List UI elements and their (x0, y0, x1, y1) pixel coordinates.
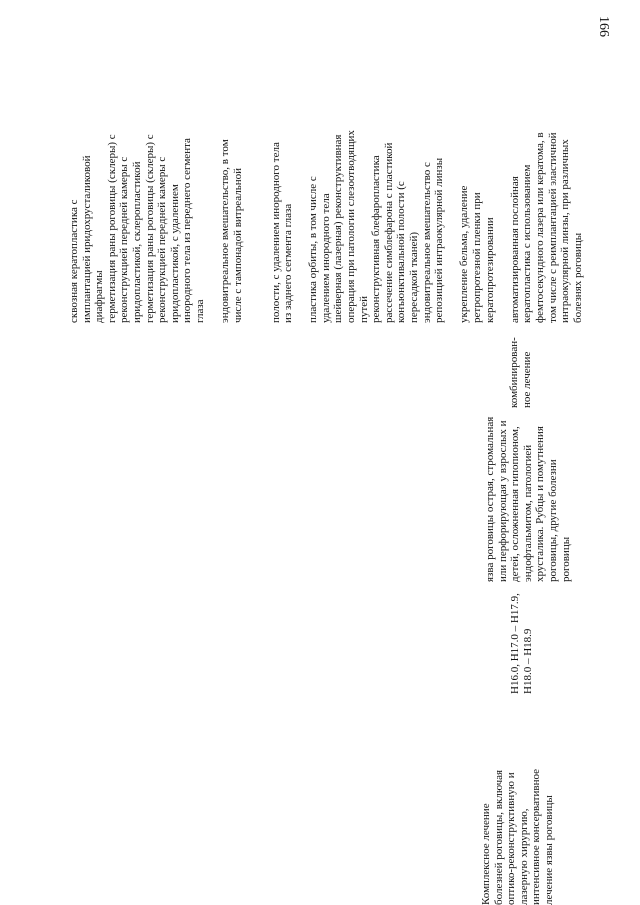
blank-line (244, 130, 257, 323)
method-line: том числе с реимплантацией эластичной (546, 132, 559, 323)
blank-line (446, 130, 459, 323)
method-line: операция при патологии слезоотводящих (345, 130, 358, 323)
column-icd-codes (509, 593, 534, 694)
text-line: роговицы (559, 536, 572, 582)
method-line: путей (357, 296, 370, 323)
method-line: эндовитреальное вмешательство с (420, 162, 433, 323)
text-line: лечение язвы роговицы (542, 795, 555, 905)
text-line: H16.0, H17.0 – H17.9, (509, 593, 521, 694)
column-treatment-name (480, 769, 556, 905)
method-line: имплантацией иридохрусталиковой (80, 155, 93, 323)
text-line: или перфорирующая у взрослых и (496, 420, 509, 582)
text-line: лазерную хирургию, (517, 808, 530, 905)
page-number: 166 (596, 16, 611, 37)
blank-line (257, 130, 270, 323)
method-line: инородного тела из переднего сегмента (181, 138, 194, 323)
method-line: укрепление бельма, удаление (458, 185, 471, 323)
method-line: пластика орбиты, в том числе с (307, 176, 320, 323)
blank-line (207, 130, 220, 323)
method-line: иридопластикой, с удалением (168, 184, 181, 323)
method-line: реконструктивная блефаропластика (370, 155, 383, 323)
method-line: реконструкцией передней камеры с (156, 156, 169, 323)
text-line: Комплексное лечение (480, 803, 492, 905)
method-line: удалением инородного тела (319, 193, 332, 323)
method-line: автоматизированная послойная (508, 176, 521, 323)
method-line: числе с тампонадой витреальной (231, 167, 244, 323)
method-line: герметизация раны роговицы (склеры) с (105, 134, 118, 323)
method-line: конъюнктивальной полости (с (395, 181, 408, 323)
method-line: эндовитреальное вмешательство, в том (219, 139, 232, 323)
column-methods (68, 130, 584, 323)
column-treatment-type (508, 337, 533, 408)
text-line: язва роговицы острая, стромальная (484, 416, 496, 582)
text-line: комбинирован- (508, 337, 520, 408)
text-line: интенсивное консервативное (530, 769, 543, 905)
blank-line (496, 130, 509, 323)
method-line: кератопротезировании (483, 217, 496, 323)
method-line: глаза (193, 299, 206, 323)
text-line: оптико-реконструктивную и (505, 772, 518, 905)
method-line: репозицией интраокулярной линзы (433, 157, 446, 323)
method-line: диафрагмы (93, 270, 106, 323)
blank-line (295, 130, 308, 323)
method-line: кератопластика с использованием (521, 164, 534, 323)
column-diagnosis (484, 417, 572, 582)
method-line: реконструкцией передней камеры с (118, 156, 131, 323)
method-line: интраокулярной линзы, при различных (559, 139, 572, 323)
method-line: шейверная (лазерная) реконструктивная (332, 134, 345, 323)
method-line: пересадкой тканей) (408, 231, 421, 323)
method-line: сквозная кератопластика с (68, 199, 80, 323)
text-line: эндофтальмитом, патологией (521, 444, 534, 582)
text-line: ное лечение (520, 351, 533, 408)
method-line: ретропротезной пленки при (471, 192, 483, 323)
method-line: фемтосекундного лазера или кератома, в (533, 132, 546, 323)
method-line: иридопластикой, склеропластикой (130, 161, 143, 323)
method-line: из заднего сегмента глаза (282, 203, 295, 323)
method-line: полости, с удалением инородного тела (269, 142, 282, 323)
text-line: H18.0 – H18.9 (521, 628, 534, 694)
text-line: хрусталика. Рубцы и помутнения (534, 426, 547, 582)
method-line: болезнях роговицы (571, 232, 584, 323)
text-line: болезней роговицы, включая (492, 769, 505, 905)
text-line: детей, осложненная гипопионом, (509, 426, 522, 582)
text-line: роговицы, другие болезни (546, 459, 559, 582)
method-line: рассечение симблефарона с пластикой (382, 142, 395, 323)
method-line: герметизация раны роговицы (склеры) с (143, 134, 156, 323)
